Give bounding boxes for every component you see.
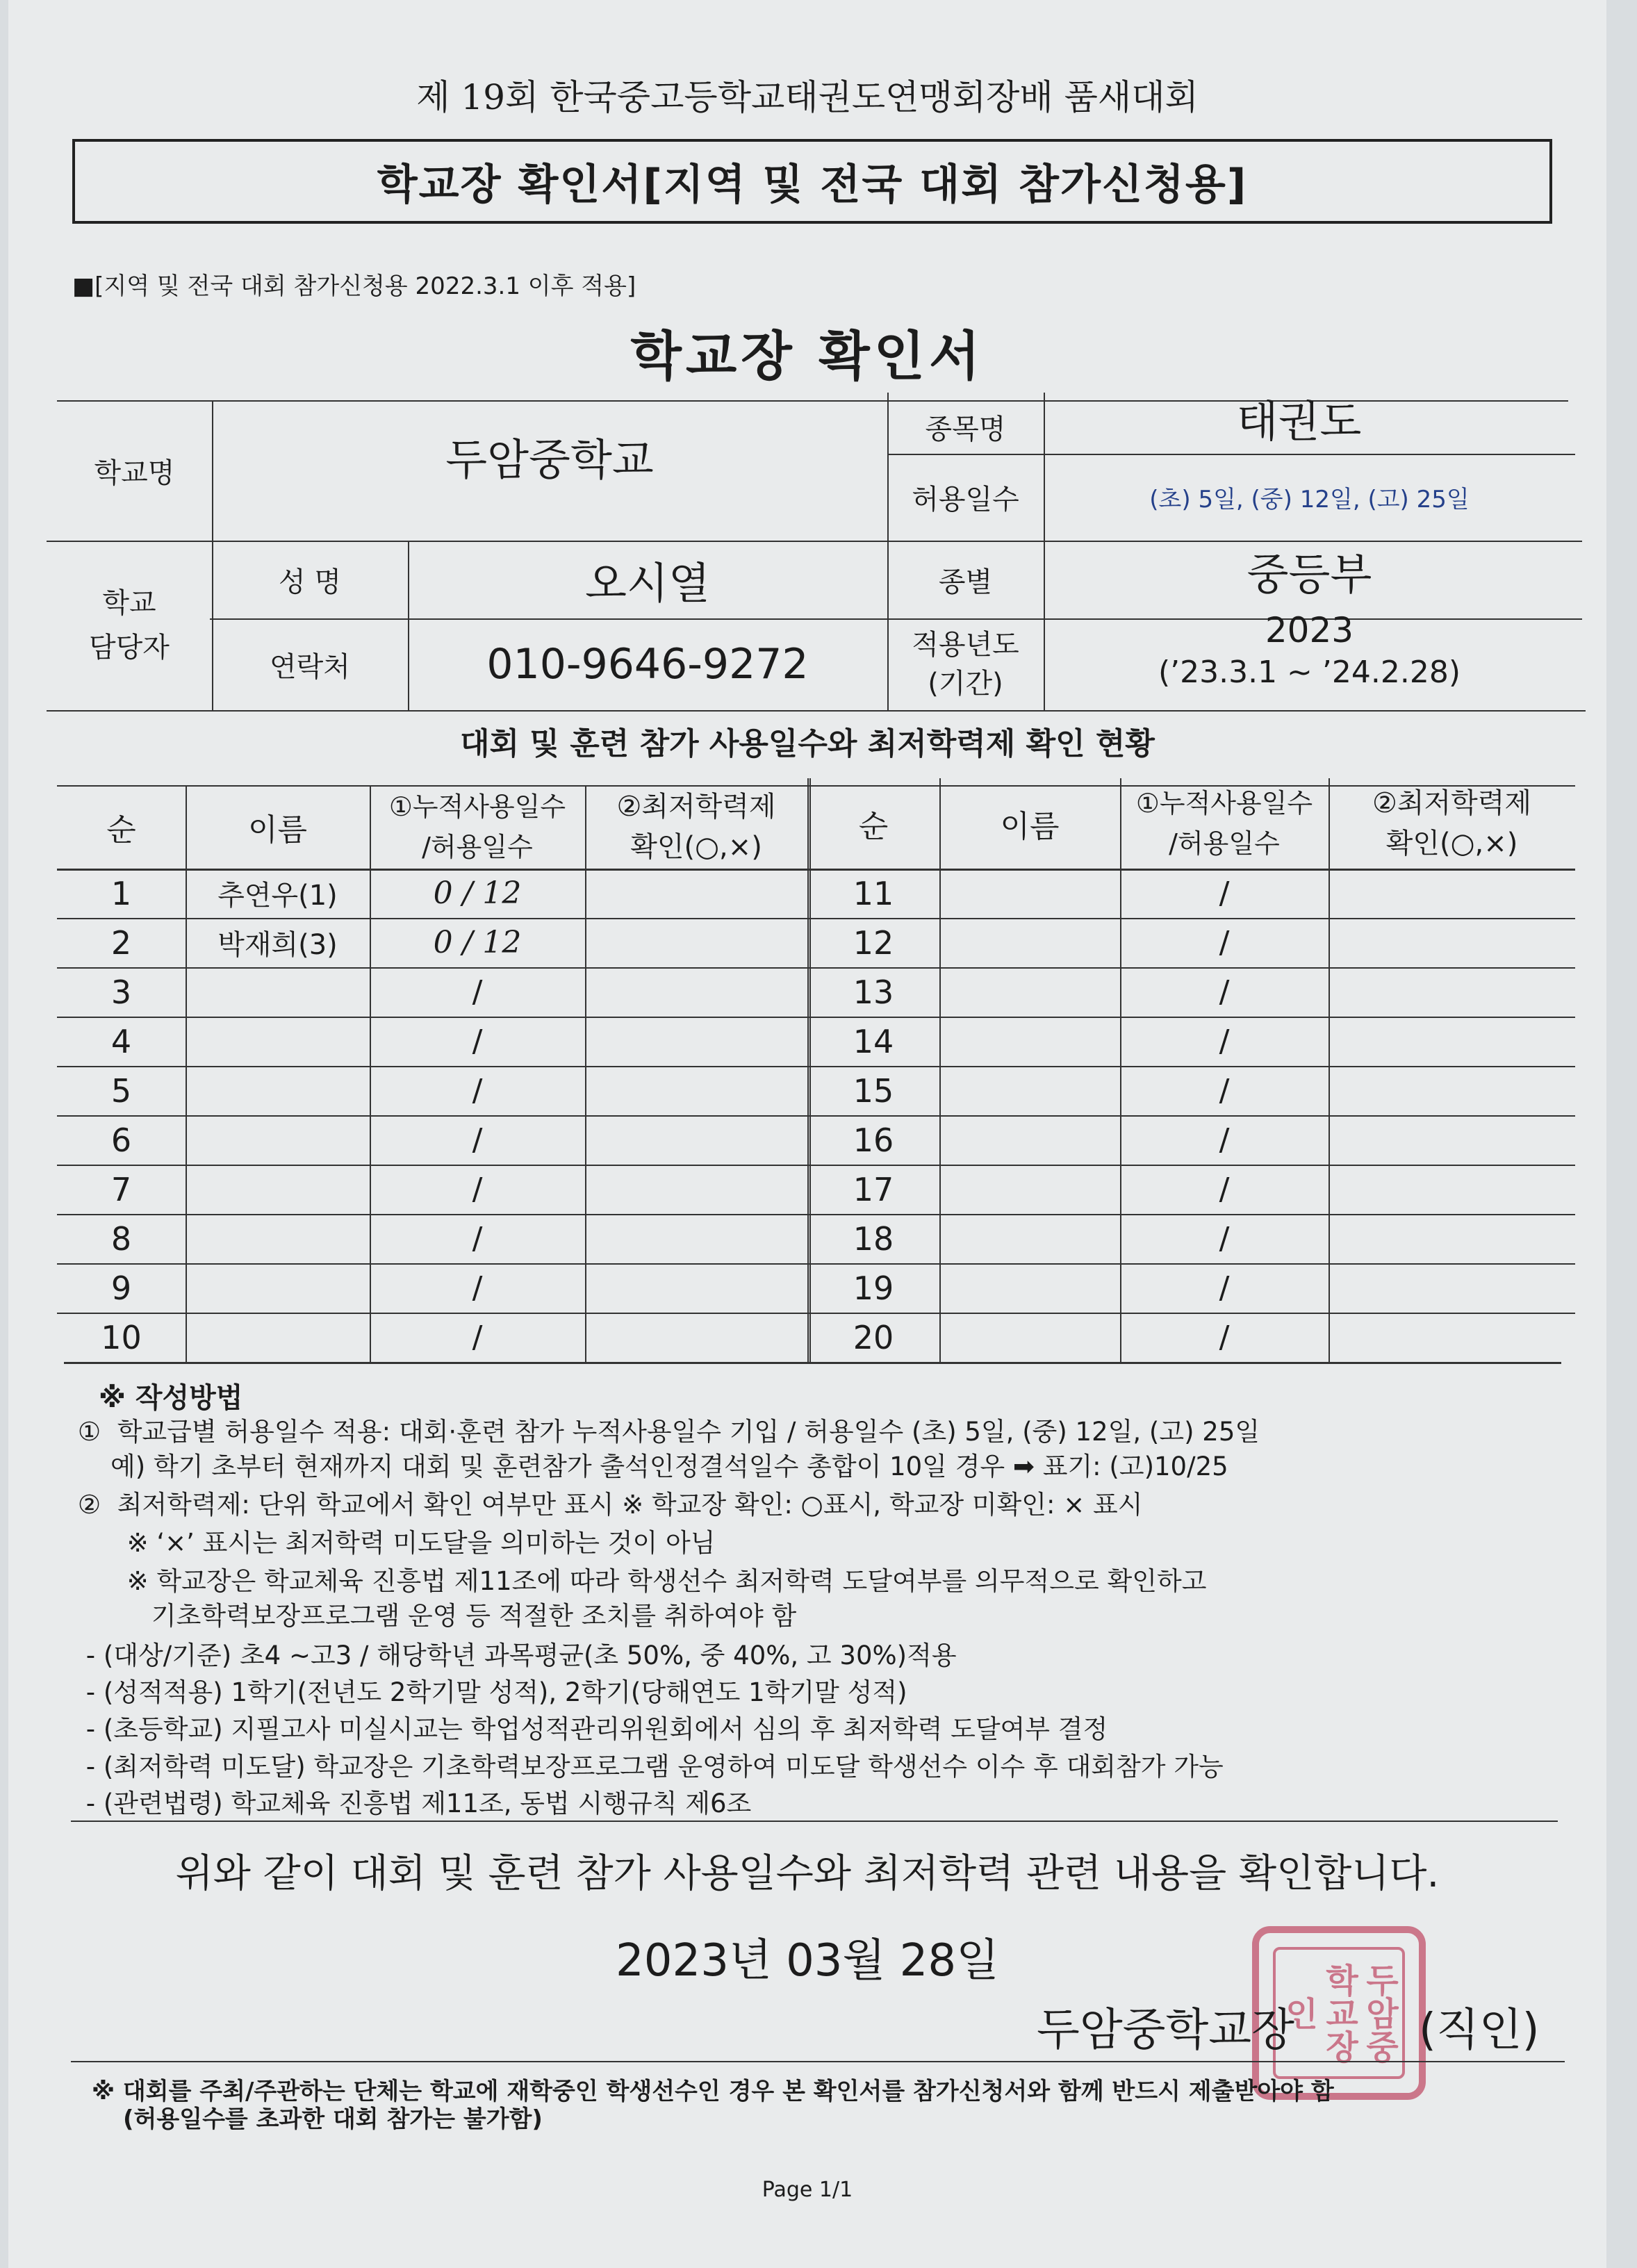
instruction-line-10: - (최저학력 미도달) 학교장은 기초학력보장프로그램 운영하여 미도달 학생선수 이수 후 대회참가 가능	[78, 1752, 1224, 1782]
document-page	[8, 0, 1606, 2268]
header-check-right: ②최저학력제 확인(○,×)	[1372, 787, 1532, 860]
right-row-11-days: /	[1219, 876, 1230, 911]
left-row-10-check	[585, 1313, 807, 1362]
left-row-2-check	[585, 918, 807, 967]
left-row-2-name: 박재희(3)	[217, 929, 338, 961]
instruction-line-9: - (초등학교) 지필고사 미실시교는 학업성적관리위원회에서 심의 후 최저학력 도달여부 결정	[78, 1714, 1108, 1744]
category-label: 종별	[938, 566, 993, 598]
instruction-line-11: - (관련법령) 학교체육 진흥법 제11조, 동법 시행규칙 제6조	[78, 1789, 752, 1818]
left-row-2-days: 0 / 12	[433, 925, 522, 960]
left-row-8-no: 8	[110, 1219, 132, 1258]
header-no-left: 순	[106, 812, 136, 848]
right-row-17-days: /	[1219, 1172, 1230, 1207]
school-name-label: 학교명	[94, 457, 175, 489]
sport-value: 태권도	[1236, 395, 1362, 447]
school-name-value: 두암중학교	[445, 434, 654, 485]
year-label: 적용년도 (기간)	[912, 629, 1019, 700]
left-row-5-name	[186, 1066, 370, 1115]
right-row-17-check	[1328, 1165, 1575, 1214]
main-title: 학교장 확인서	[630, 325, 985, 387]
left-row-10-name	[186, 1313, 370, 1362]
right-row-14-no: 14	[853, 1022, 894, 1060]
right-row-16-days: /	[1219, 1122, 1230, 1158]
right-row-16-check	[1328, 1115, 1575, 1165]
right-row-11-no: 11	[853, 874, 894, 912]
right-row-11-name	[939, 869, 1120, 918]
right-row-13-name	[939, 967, 1120, 1017]
sport-label: 종목명	[925, 413, 1006, 445]
left-row-8-check	[585, 1214, 807, 1263]
left-row-9-check	[585, 1263, 807, 1313]
right-row-14-days: /	[1219, 1024, 1230, 1059]
left-row-9-days: /	[472, 1270, 483, 1306]
right-row-20-check	[1328, 1313, 1575, 1362]
right-row-12-check	[1328, 918, 1575, 967]
manager-label: 학교 담당자	[89, 587, 170, 664]
participation-title: 대회 및 훈련 참가 사용일수와 최저학력제 확인 현황	[460, 726, 1155, 762]
right-row-18-name	[939, 1214, 1120, 1263]
right-row-19-check	[1328, 1263, 1575, 1313]
right-row-19-no: 19	[853, 1269, 894, 1307]
header-name-left: 이름	[247, 812, 307, 848]
right-row-17-name	[939, 1165, 1120, 1214]
contact-label: 연락처	[270, 650, 350, 683]
left-row-1-days: 0 / 12	[433, 876, 522, 911]
left-row-5-no: 5	[110, 1071, 132, 1110]
right-row-18-check	[1328, 1214, 1575, 1263]
left-row-4-check	[585, 1017, 807, 1066]
right-row-13-check	[1328, 967, 1575, 1017]
right-row-19-name	[939, 1263, 1120, 1313]
signer-name: 두암중학교장	[1037, 2005, 1294, 2056]
header-no-right: 순	[858, 809, 889, 844]
left-row-2-no: 2	[110, 923, 132, 962]
left-row-5-days: /	[472, 1073, 483, 1108]
title-box	[72, 139, 1552, 224]
instruction-line-1: ① 학교급별 허용일수 적용: 대회·훈련 참가 누적사용일수 기입 / 허용일수 (초) 5일, (중) 12일, (고) 25일	[78, 1417, 1260, 1447]
right-row-16-name	[939, 1115, 1120, 1165]
instruction-line-3: ② 최저학력제: 단위 학교에서 확인 여부만 표시 ※ 학교장 확인: ○표시, 학교장 미확인: × 표시	[78, 1490, 1143, 1520]
instructions-heading: ※ 작성방법	[99, 1382, 243, 1414]
instruction-line-4: ※ ‘×’ 표시는 최저학력 미도달을 의미하는 것이 아님	[78, 1528, 716, 1558]
right-row-16-no: 16	[853, 1121, 894, 1159]
page-number: Page 1/1	[762, 2178, 853, 2202]
right-row-20-no: 20	[853, 1318, 894, 1356]
name-label: 성 명	[279, 566, 341, 598]
right-row-13-no: 13	[853, 973, 894, 1011]
manager-name-value: 오시열	[585, 557, 710, 609]
footer-note-line2: (허용일수를 초과한 대회 참가는 불가함)	[123, 2105, 543, 2133]
left-row-4-no: 4	[110, 1022, 132, 1060]
instruction-line-2: 예) 학기 초부터 현재까지 대회 및 훈련참가 출석인정결석일수 총합이 10일 경우 ➡ 표기: (고)10/25	[78, 1452, 1228, 1481]
right-row-20-days: /	[1219, 1320, 1230, 1355]
right-row-12-days: /	[1219, 925, 1230, 960]
left-row-1-check	[585, 869, 807, 918]
right-row-11-check	[1328, 869, 1575, 918]
left-row-3-no: 3	[110, 973, 132, 1011]
right-row-14-name	[939, 1017, 1120, 1066]
instruction-line-8: - (성적적용) 1학기(전년도 2학기말 성적), 2학기(당해연도 1학기말 성적)	[78, 1677, 907, 1707]
right-row-15-check	[1328, 1066, 1575, 1115]
competition-title: 제 19회 한국중고등학교태권도연맹회장배 품새대회	[416, 77, 1199, 117]
header-days-right: ①누적사용일수 /허용일수	[1135, 788, 1313, 859]
header-check-left: ②최저학력제 확인(○,×)	[616, 791, 776, 863]
confirmation-date: 2023년 03월 28일	[616, 1935, 999, 1987]
instruction-line-7: - (대상/기준) 초4 ~고3 / 해당학년 과목평균(초 50%, 중 40%, 고 30%)적용	[78, 1641, 957, 1670]
left-row-6-no: 6	[110, 1121, 132, 1159]
left-row-6-check	[585, 1115, 807, 1165]
left-row-3-check	[585, 967, 807, 1017]
header-name-right: 이름	[1000, 809, 1060, 844]
seal-label: (직인)	[1419, 2005, 1540, 2056]
confirmation-statement: 위와 같이 대회 및 훈련 참가 사용일수와 최저학력 관련 내용을 확인합니다.	[175, 1851, 1440, 1896]
left-row-10-no: 10	[101, 1318, 142, 1356]
left-row-4-name	[186, 1017, 370, 1066]
contact-value: 010-9646-9272	[486, 640, 809, 689]
right-row-13-days: /	[1219, 974, 1230, 1010]
left-row-6-days: /	[472, 1122, 483, 1158]
left-row-7-name	[186, 1165, 370, 1214]
left-row-3-name	[186, 967, 370, 1017]
right-row-20-name	[939, 1313, 1120, 1362]
instruction-line-5: ※ 학교장은 학교체육 진흥법 제11조에 따라 학생선수 최저학력 도달여부를 의무적으로 확인하고	[78, 1566, 1207, 1596]
right-row-17-no: 17	[853, 1170, 894, 1208]
footer-note-line1: ※ 대회를 주최/주관하는 단체는 학교에 재학중인 학생선수인 경우 본 확인서를 참가신청서와 함께 반드시 제출받아야 함	[92, 2078, 1334, 2105]
left-row-10-days: /	[472, 1320, 483, 1355]
right-row-19-days: /	[1219, 1270, 1230, 1306]
category-value: 중등부	[1247, 548, 1372, 600]
right-row-18-days: /	[1219, 1221, 1230, 1256]
left-row-9-name	[186, 1263, 370, 1313]
left-row-4-days: /	[472, 1024, 483, 1059]
header-days-left: ①누적사용일수 /허용일수	[388, 791, 566, 862]
left-row-8-name	[186, 1214, 370, 1263]
box-title: 학교장 확인서[지역 및 전국 대회 참가신청용]	[377, 161, 1248, 209]
right-row-14-check	[1328, 1017, 1575, 1066]
right-row-12-no: 12	[853, 923, 894, 962]
left-row-5-check	[585, 1066, 807, 1115]
left-row-3-days: /	[472, 974, 483, 1010]
left-row-1-name: 추연우(1)	[217, 880, 338, 912]
instruction-line-6: 기초학력보장프로그램 운영 등 적절한 조치를 취하여야 함	[78, 1601, 797, 1631]
right-row-15-name	[939, 1066, 1120, 1115]
left-row-7-days: /	[472, 1172, 483, 1207]
allowed-days-value: (초) 5일, (중) 12일, (고) 25일	[1149, 486, 1470, 513]
period-value: (’23.3.1 ~ ’24.2.28)	[1158, 655, 1461, 690]
left-row-6-name	[186, 1115, 370, 1165]
year-value: 2023	[1265, 610, 1354, 650]
left-row-1-no: 1	[110, 874, 132, 912]
left-row-7-check	[585, 1165, 807, 1214]
left-row-8-days: /	[472, 1221, 483, 1256]
right-row-18-no: 18	[853, 1219, 894, 1258]
application-note: ■[지역 및 전국 대회 참가신청용 2022.3.1 이후 적용]	[72, 272, 636, 300]
right-row-15-no: 15	[853, 1071, 894, 1110]
left-row-7-no: 7	[110, 1170, 132, 1208]
seal-text: 두암중학교장인	[1273, 1947, 1405, 2079]
allowed-days-label: 허용일수	[912, 484, 1019, 516]
right-row-12-name	[939, 918, 1120, 967]
left-row-9-no: 9	[110, 1269, 132, 1307]
right-row-15-days: /	[1219, 1073, 1230, 1108]
